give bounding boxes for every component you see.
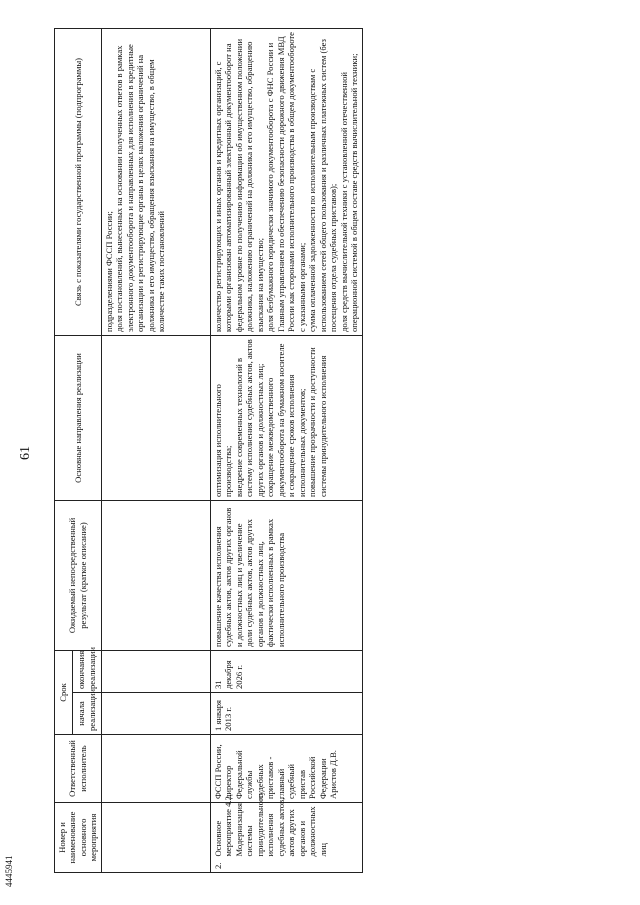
row-directions: оптимизация исполнительного производства; внедрение современных технологий в систему исполнения судебных актов, актов других органов и должностных лиц; сокращение межведомственного документооборота на бумажном носителе и сокращение сроков исполнения исполнительных документов; повышение прозрачности и доступности системы принудительного исполнения — [210, 335, 362, 500]
program-table — [54, 28, 363, 873]
header-row — [55, 28, 73, 872]
header-term: Срок — [55, 650, 73, 734]
row-result: повышение качества исполнения судебных актов, актов других органов и должностных лиц и увеличение доли судебных актов, актов других органов и должностных лиц, фактически исполненных в рамках исполнительного производства — [210, 500, 362, 650]
header-indicators: Связь с показателями государственной программы (подпрограммы) — [55, 28, 102, 335]
document-id: 4445941 — [4, 855, 14, 887]
header-end: окончания реализации — [72, 650, 101, 692]
continuation-row — [101, 28, 210, 872]
row-start: 1 января 2013 г. — [210, 693, 362, 735]
header-name: Номер и наименование основного мероприятия — [55, 803, 102, 873]
row-indicators: количество регистрирующих и иных органов и кредитных организаций, с которыми организован автоматизированный электронный документооборот на федеральном уровне по получению информации об имущественном положении должника, наложению ограничений на должника и его имущество, обращению взыскания на имущество; доля безбумажного юридически значимого документооборота с ФНС России и Главным управлением по обеспечению безопасности дорожного движения МВД России как сторонами исполнительного производства в общем документообороте с указанными органами; сумма оплаченной задолженности по исполнительным производствам с использованием сетей общего пользования и различных платежных систем (без посещения отдела судебных приставов); доля средств вычислительной техники с установленной отечественной операционной системой в общем составе средств вычислительной техники; — [210, 28, 362, 335]
row-end: 31 декабря 2026 г. — [210, 650, 362, 692]
row-number: 2. — [212, 862, 223, 869]
continuation-indicators: подразделениями ФССП России; доля постановлений, вынесенных на основании полученных ответов в рамках электронного документооборота и направленных для исполнения в кредитные организации и регистрирующие органы в целях наложения ограничений на должника и его имущество, обращения взыскания на имущество, в общем количестве таких постановлений — [101, 28, 210, 335]
table-row — [210, 28, 362, 872]
row-responsible: ФССП России, директор Федеральной службы судебных приставов - главный судебный пристав Российской Федерации Аристов Д.В. — [210, 735, 362, 803]
row-name-cell — [210, 793, 362, 873]
header-responsible: Ответственный исполнитель — [55, 735, 102, 803]
header-directions: Основные направления реализации — [55, 335, 102, 500]
header-start: начала реализации — [72, 693, 101, 735]
row-name: Основное мероприятие 4.2. Модернизация системы принудительного исполнения судебных актов, актов других органов и должностных лиц — [212, 793, 328, 857]
header-result: Ожидаемый непосредственный результат (краткое описание) — [55, 500, 102, 650]
page-number: 61 — [18, 446, 33, 460]
